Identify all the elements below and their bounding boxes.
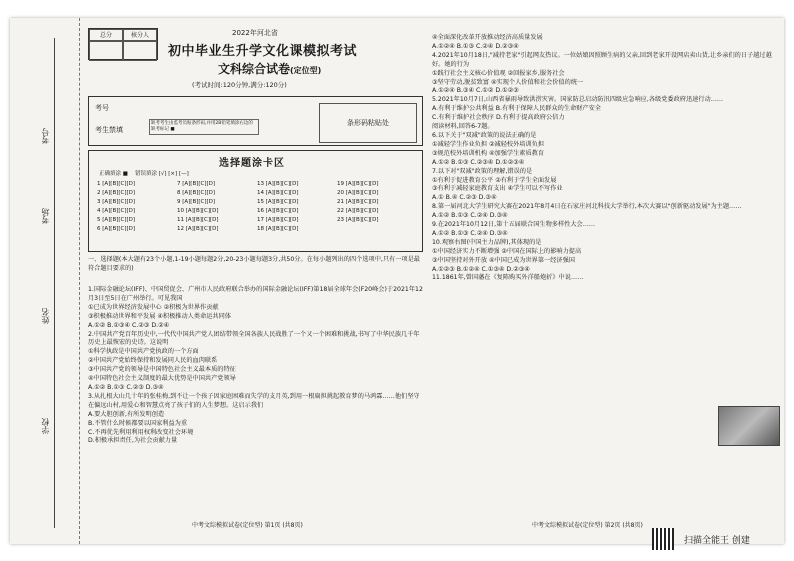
question-line: ④全面深化改革开放推动经济高质量发展 xyxy=(432,34,543,41)
page-2 xyxy=(432,18,782,544)
answer-cell: 1 [A][B][C][D] xyxy=(97,181,136,187)
answer-cell: 17 [A][B][C][D] xyxy=(257,217,299,223)
seat-label: 考号 xyxy=(41,128,50,144)
question-line: A.有利于维护公共利益 B.有利于保障人民群众的生命财产安全 xyxy=(432,105,601,113)
answer-cell: 12 [A][B][C][D] xyxy=(177,226,219,232)
question-line: ①践行社会主义核心价值观 ②回报家乡,服务社会 xyxy=(432,69,565,77)
school-label: 学校 xyxy=(41,418,50,434)
question-line: A.①② B.①③ C.②④ D.③④ xyxy=(432,212,508,220)
answer-card: 选择题涂卡区 正确填涂 ■ 错误填涂 [√] [×] [—] 1 [A][B][C][D] 7 [A][B][C][D] 13 [A][B][C][D] 19 [A][B][C][D] 2 [A][B][C][D] 8 [A][B][C][D] 14 [A][B][C][D] 20 [A][B][C][D] 3 [A][B][C][D] 9 [A][B][C][D] 15 [A][B][C][D] 21 [A][B][C][D] 4 [A][B][C][D] 10 [A][B][C][D] 16 [A][B][C][D] 22 [A][B][C][D] 5 [A][B][C][D] 11 [A][B][C][D] 17 [A][B][C][D] 23 [A][B][C][D] 6 [A][B][C][D] 12 [A][B][C][D] 18 [A][B][C][D] xyxy=(88,150,423,252)
question-line: A.①② B.①③ C.②③④ D.①②③④ xyxy=(432,158,525,166)
answer-cell: 2 [A][B][C][D] xyxy=(97,190,136,196)
question-line: 10.观察右图(中国主力品牌),其体现的是 xyxy=(432,238,542,246)
question-line: ③积极推动世界和平发展 ④积极推动人类命运共同体 xyxy=(88,312,231,320)
answer-cell: 18 [A][B][C][D] xyxy=(257,226,299,232)
answer-cell: 21 [A][B][C][D] xyxy=(337,199,379,205)
answer-cell: 14 [A][B][C][D] xyxy=(257,190,299,196)
question-line: B.不管什么时候都要以国家利益为重 xyxy=(88,419,188,427)
answer-cell: 10 [A][B][C][D] xyxy=(177,208,219,214)
question-line: ③中国坚持对外开放 ④中国已成为世界第一经济强国 xyxy=(432,256,575,264)
answer-cell: 6 [A][B][C][D] xyxy=(97,226,136,232)
section-heading: 一、选择题(本大题有23个小题,1-19小题每题2分,20-23小题每题3分,共50分。在每小题列出的四个选项中,只有一项是最符合题目要求的) xyxy=(88,256,420,272)
question-line: D.积极承担责任,为社会贡献力量 xyxy=(88,437,178,445)
brand-photo xyxy=(718,406,780,446)
answer-cell: 19 [A][B][C][D] xyxy=(337,181,379,187)
question-line: A.①②③ B.①②④ C.①③④ D.②③④ xyxy=(432,265,530,273)
question-line: ①科学执政是中国共产党执政的一个方面 xyxy=(88,348,199,356)
question-line: 9.在2021年10月12日,第十五届联合国生物多样性大会…… xyxy=(432,221,596,229)
answer-cell: 13 [A][B][C][D] xyxy=(257,181,299,187)
exam-subtitle: 文科综合试卷(定位型) xyxy=(218,62,322,76)
question-line: ④中国特色社会主义制度的最大优势是中国共产党领导 xyxy=(88,375,236,383)
question-line: 5.2021年10月7日,山西省暴雨导致洪涝灾害。国家防总启动防汛四级应急响应,各级党委政府迅速行动…… xyxy=(432,96,724,104)
page-1-footer: 中考文综模拟试卷(定位型) 第1页 (共8页) xyxy=(192,522,303,529)
class-label: 考场 xyxy=(41,208,50,224)
question-line: A.①② B.①③ C.②④ D.③④ xyxy=(432,229,508,237)
question-line: 2.中国共产党百年历史中,一代代中国共产党人团结带领全国各族人民战胜了一个又一个困难和挑战,书写了中华民族几千年历史上最恢宏的史诗。这说明 xyxy=(88,330,420,347)
question-line: C.有利于维护社会秩序 D.有利于提高政府公信力 xyxy=(432,114,565,122)
question-line: 1.国际金融论坛(IFF)、中国贸促会、广州市人民政府联合举办的国际金融论坛(IFF)第18届全球年会(F20峰会)于2021年12月3日至5日在广州举行。可见我国 xyxy=(88,286,423,302)
answer-grid xyxy=(97,181,417,232)
question-line: A.①②④ B.③④ C.①② D.①②③ xyxy=(432,87,519,95)
note-box: 缺考考生由监考员贴条形码,并用2B铅笔填涂右边的缺考标记 ■ xyxy=(149,119,259,135)
question-line: A.①② B.①③ C.②③ D.③④ xyxy=(88,383,164,391)
question-line: 7.以下对"双减"政策的理解,错误的是 xyxy=(432,167,533,175)
question-line: A.①②④ B.①③ C.②④ D.②③④ xyxy=(432,42,519,50)
answer-cell: 5 [A][B][C][D] xyxy=(97,217,136,223)
question-line: 3.从扎根大山几十年的张桂梅,到不让一个孩子因家庭困难而失学的支月英,到用一根扁担挑起教育梦的马鸿霖……他们坚守在偏远山村,用爱心和智慧点亮了孩子们的人生梦想。这启示我们 xyxy=(88,392,420,409)
answer-card-title: 选择题涂卡区 xyxy=(219,158,285,169)
question-line: ①中国经济实力不断增强 ②中国在国际上的影响力提高 xyxy=(432,247,582,255)
right-questions xyxy=(432,34,778,283)
exam-title: 初中毕业生升学文化课模拟考试 xyxy=(168,44,358,59)
question-line: ③中国共产党的领导是中国特色社会主义最本质的特征 xyxy=(88,366,236,374)
answer-cell: 3 [A][B][C][D] xyxy=(97,199,136,205)
binding-margin xyxy=(10,18,80,544)
left-questions xyxy=(88,286,423,446)
question-line: A.① B.④ C.②③ D.③④ xyxy=(432,194,497,202)
examinee-info-box: 考号 考生禁填 缺考考生由监考员贴条形码,并用2B铅笔填涂右边的缺考标记 ■ 条形码粘贴处 xyxy=(88,96,423,146)
exam-info: (考试时间:120分钟,满分:120分) xyxy=(192,81,287,89)
question-line: ①有利于促进教育公平 ②有利于学生全面发展 xyxy=(432,176,557,184)
scan-watermark: 扫描全能王 创建 xyxy=(684,536,750,546)
answer-cell xyxy=(337,226,417,232)
question-line: 11.1861年,曾国藩在《复陈购买外洋船炮折》中说…… xyxy=(432,274,584,282)
question-line: ①减轻学生作业负担 ②减轻校外培训负担 xyxy=(432,140,545,148)
exam-year: 2022年河北省 xyxy=(232,29,278,37)
answer-cell: 23 [A][B][C][D] xyxy=(337,217,379,223)
page-1 xyxy=(82,18,425,544)
answer-cell: 20 [A][B][C][D] xyxy=(337,190,379,196)
question-line: ③规范校外培训机构 ④加强学生素质教育 xyxy=(432,149,545,157)
question-line: ②中国共产党始终保持和发展同人民的血肉联系 xyxy=(88,357,218,365)
question-line: A.要大胆创新,有所发明创造 xyxy=(88,410,165,418)
question-line: ③有利于减轻家庭教育支出 ④学生可以不写作业 xyxy=(432,185,563,193)
question-line: A.①② B.①③④ C.②③ D.②④ xyxy=(88,321,170,329)
answer-cell: 9 [A][B][C][D] xyxy=(177,199,216,205)
answer-cell: 4 [A][B][C][D] xyxy=(97,208,136,214)
answer-cell: 11 [A][B][C][D] xyxy=(177,217,219,223)
answer-cell: 8 [A][B][C][D] xyxy=(177,190,216,196)
question-line: C.不再优先利用利用权利改变社会环境 xyxy=(88,428,194,436)
question-line: ①已成为世界经济发展中心 ②积极为世界作贡献 xyxy=(88,303,219,311)
answer-cell: 22 [A][B][C][D] xyxy=(337,208,379,214)
question-line: 阅读材料,回答6-7题。 xyxy=(432,123,494,131)
exam-sheet xyxy=(10,18,784,544)
answer-cell: 7 [A][B][C][D] xyxy=(177,181,216,187)
name-label: 姓名 xyxy=(41,308,50,324)
answer-cell: 16 [A][B][C][D] xyxy=(257,208,299,214)
qr-code-icon xyxy=(652,528,674,550)
page-2-footer: 中考文综模拟试卷(定位型) 第2页 (共8页) xyxy=(532,522,643,529)
question-line: 6.以下关于"双减"政策的说法正确的是 xyxy=(432,131,537,139)
score-box: 总分 核分人 xyxy=(88,28,158,60)
barcode-area: 条形码粘贴处 xyxy=(319,103,417,143)
question-line: 8.第一届河北大学生研究大赛在2021年8月4日在石家庄河北科技大学举行,本次大赛以"创新驱动发展"为主题…… xyxy=(432,203,742,211)
question-line: 4.2021年10月18日,"减持老家"引起网友热议。一位姑娘因照顾生病的父亲,回到老家开设网店卖山货,让乡亲们的日子越过越好。她的行为 xyxy=(432,51,772,68)
answer-cell: 15 [A][B][C][D] xyxy=(257,199,299,205)
question-line: ③坚守劳动,脱贫致富 ④实现个人价值和社会价值的统一 xyxy=(432,78,584,86)
